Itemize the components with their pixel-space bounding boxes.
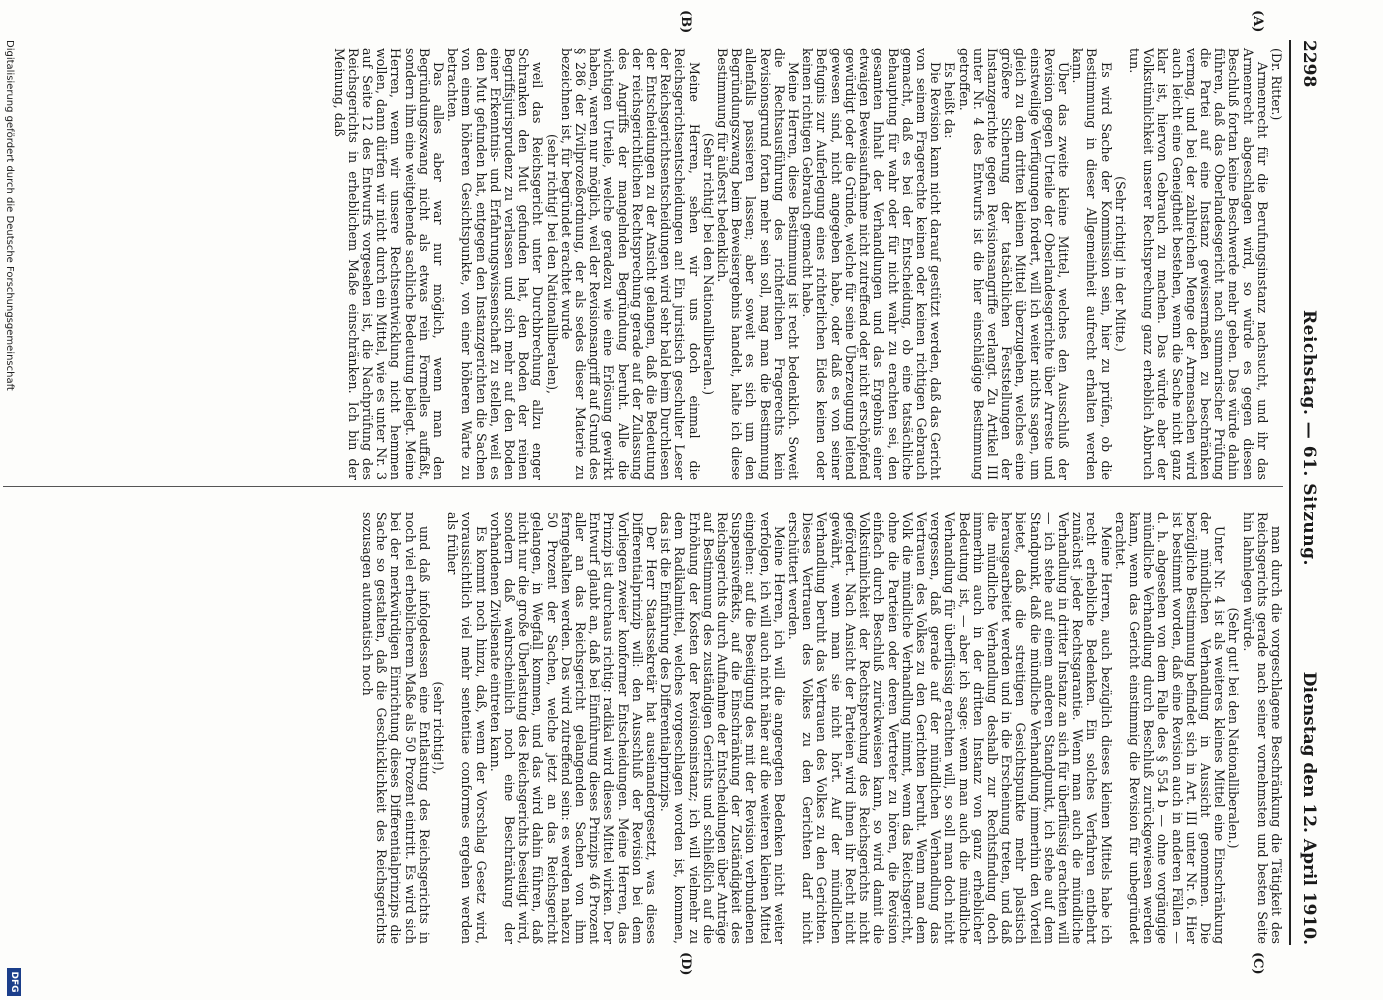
column-divider: [3, 486, 1283, 487]
interjection: (Sehr richtig! bei den Nationalliberalen.): [700, 132, 716, 396]
paragraph: Das alles aber war nur möglich, wenn man den Begründungszwang nicht als etwas rein Formelles auffaßt, sondern ihm eine weitgehende sachliche Bedeutung beilegt. Meine Herren, wenn wir unsere Rechtsentwicklung nicht hemmen wollen, dann dürfen wir nicht durch ein Mittel, wie es unter Nr. 3 auf Seite 12 des Entwurfs vorgesehen ist, die Nachprüfung des Reichsgerichts in erheblichem Maße einschränken. Ich bin der Meinung, daß: [331, 48, 447, 480]
paragraph: und daß infolgedessen eine Entlastung des Reichsgerichts in noch viel erheblicherem Maße als 50 Prozent eintritt. Es wird sich bei der merkwürdigen Einrichtung dieses Differentialprinzips die Sache so gestalten, daß die Geschicklichkeit des Reichsgerichts sozusagen automatisch noch: [360, 512, 432, 944]
right-text-column: [360, 512, 1283, 944]
margin-marker-b: (B): [678, 10, 693, 34]
paragraph: Unter Nr. 4 ist als weiteres kleines Mittel eine Einschränkung der mündlichen Verhandlung in Aussicht genommen. Die bezügliche Bestimmung befindet sich in Art. III unter Nr. 6. Hier ist bestimmt worden, daß eine Revision auch in anderen Fällen — d. h. abgesehen von dem Falle des § 554 b — ohne vorgängige mündliche Verhandlung durch Beschluß zurückgewiesen werden kann, wenn das Gericht einstimmig die Revision für unbegründet erachtet.: [1112, 512, 1228, 944]
margin-marker-c: (C): [1250, 952, 1265, 975]
paragraph: Der Herr Staatssekretär hat auseinandergesetzt, was dieses Differentialprinzip will: den Ausschluß der Revision bei dem Vorliegen zweier konformer Entscheidungen. Meine Herren, das Prinzip ist durchaus richtig: radikal wird dieses Mittel wirken. Der Entwurf glaubt an, daß bei Einführung dieses Prinzips 46 Prozent aller an das Reichsgericht gelangenden Sachen von ihm ferngehalten werden. Das wird zutreffend sein: es werden nahezu 50 Prozent der Sachen, welche jetzt an das Reichsgericht gelangen, in Wegfall kommen, und das wird dahin führen, daß nicht nur die große Überlastung des Reichsgerichts beseitigt wird, sondern daß wahrscheinlich noch eine Beschränkung der vorhandenen Zivilsenate eintreten kann.: [487, 512, 660, 944]
paragraph: man durch die vorgeschlagene Beschränkung die Tätigkeit des Reichsgerichts gerade nach seiner vornehmsten und besten Seite hin lahmlegen würde.: [1240, 512, 1284, 944]
dfg-logo: DFG: [7, 968, 21, 996]
paragraph: Es kommt noch hinzu, daß, wenn der Vorschlag Gesetz wird, voraussichtlich viel mehr sententiae conformes ergehen werden als früher: [445, 512, 489, 944]
paragraph: Meine Herren, auch bezüglich dieses kleinen Mittels habe ich recht erhebliche Bedenken. Ein solches Verfahren entbehrt zunächst jeder Rechtsgarantie. Wenn man auch die mündliche Verhandlung in dritter Instanz an sich für überflüssig erachten will — ich stehe auf einem anderen Standpunkt, ich stehe auf dem Standpunkt, daß die mündliche Verhandlung immerhin den Vorteil bietet, daß die streitigen Gesichtspunkte mehr plastisch herausgearbeitet werden und in die Erscheinung treten, und daß die mündliche Verhandlung deshalb zur Rechtsfindung doch immerhin auch in der dritten Instanz von ganz erheblicher Bedeutung ist, — aber ich sage: wenn man auch die mündliche Verhandlung für überflüssig erachten will, so soll man doch nicht vergessen, daß gerade auf der mündlichen Verhandlung das Vertrauen des Volkes zu den Gerichten beruht. Wenn man dem Volk die mündliche Verhandlung nimmt, wenn das Reichsgericht, ohne die Parteien oder deren Vertreter zu hören, die Revision einfach durch Beschluß zurückweisen kann, so wird damit die Volkstümlichkeit der Rechtsprechung des Reichsgerichts nicht gefördert. Nach Ansicht der Parteien wird ihnen ihr Recht nicht gewährt, wenn man sie nicht hört. Auf der mündlichen Verhandlung beruht das Vertrauen des Volkes zu den Gerichten. Dieses Vertrauen des Volkes zu den Gerichten darf nicht erschüttert werden.: [786, 512, 1114, 944]
session-title: Reichstag. — 61. Sitzung.: [1299, 310, 1319, 566]
paragraph: Über das zweite kleine Mittel, welches den Ausschluß der Revision gegen Urteile der Oberlandesgerichte über Arreste und einstweilige Verfügungen fordert, will ich weiter nichts sagen, um gleich zu dem dritten kleinen Mittel überzugehen, welches eine größere Sicherung der tatsächlichen Feststellungen der Instanzgerichte gegen Revisionsangriffe verlangt. Zu Artikel III unter Nr. 4 des Entwurfs ist die hier einschlägige Bestimmung getroffen.: [956, 48, 1071, 480]
paragraph: Meine Herren, sehen wir uns doch einmal die Reichsgerichtsentscheidungen an! Ein juristisch geschulter Leser der Reichsgerichtsentscheidungen wird sehr bald beim Durchlesen der Entscheidungen zu der Ansicht gelangen, daß die Bedeutung der reichsgerichtlichen Rechtsprechung gerade auf der Zulassung des Angriffs der mangelnden Begründung beruht. Alle die wichtigen Urteile, welche geradezu wie eine Erlösung gewirkt haben, waren nur möglich, weil der Revisionsangriff auf Grund des § 286 der Zivilprozeßordnung, der als sedes dieser Materie zu bezeichnen ist, für begründet erachtet wurde: [558, 48, 702, 480]
paragraph: Die Revision kann nicht darauf gestützt werden, daß das Gericht von seinem Fragerechte keinen oder keinen richtigen Gebrauch gemacht, daß es bei der Entscheidung, ob eine tatsächliche Behauptung für wahr oder für nicht wahr zu erachten sei, den gesamten Inhalt der Verhandlungen und das Ergebnis einer etwaigen Beweisaufnahme nicht zutreffend oder nicht erschöpfend gewürdigt oder die Gründe, welche für seine Überzeugung leitend gewesen sind, nicht angegeben habe, oder daß es von seiner Befugnis zur Auferlegung eines richterlichen Eides keinen oder keinen richtigen Gebrauch gemacht habe.: [800, 48, 944, 480]
interjection: (Sehr richtig! in der Mitte.): [1112, 176, 1128, 352]
speaker-name: (Dr. Ritter.): [1269, 48, 1284, 121]
paragraph: weil das Reichsgericht unter Durchbrechung allzu enger Schranken den Mut gefunden hat, den Boden der reinen Begriffsjurisprudenz zu verlassen und sich mehr auf den Boden einer Erkenntnis- und Erfahrungswissenschaft zu stellen, weil es den Mut gefunden hat, entgegen den Instanzgerichten die Sachen von einem höheren Gesichtspunkte, von einer höheren Warte zu betrachten.: [445, 48, 546, 480]
interjection: (sehr richtig!),: [431, 681, 447, 775]
digitization-credit: Digitalisierung gefördert durch die Deutsche Forschungsgemeinschaft: [4, 40, 15, 391]
header-rule: [1289, 40, 1291, 945]
paragraph: Armenrecht für die Berufungsinstanz nachsucht, und ihr das Armenrecht abgeschlagen wird, so würde es gegen diesen Beschluß fortan keine Beschwerde mehr geben. Das würde dahin führen, daß das Oberlandesgericht nach summarischer Prüfung die Partei auf eine Instanz gewissermaßen zu beschränken vermag, und bei der zahlreichen Menge der Armensachen wird auch leicht eine Geneigtheit bestehen, wenn die Sache nicht ganz klar ist, hiervon Gebrauch zu machen. Das würde aber der Volkstümlichkeit unserer Rechtsprechung ganz erheblich Abbruch tun.: [1126, 48, 1270, 480]
interjection: (Sehr gut! bei den Nationalliberalen.): [1226, 607, 1242, 849]
page-header: [1291, 40, 1321, 945]
paragraph: Es heißt da:: [942, 62, 958, 139]
interjection: (sehr richtig! bei den Nationalliberalen),: [544, 133, 560, 395]
left-text-column: [331, 48, 1283, 480]
session-date: Dienstag den 12. April 1910.: [1299, 671, 1319, 945]
paragraph: Meine Herren, diese Bestimmung ist recht bedenklich. Soweit die Rechtsausführung des richterlichen Fragerechts kein Revisionsgrund fortan mehr sein soll, mag man die Bestimmung allenfalls passieren lassen; aber soweit es sich um den Begründungszwang beim Beweisergebnis handelt, halte ich diese Bestimmung für äußerst bedenklich.: [715, 48, 802, 480]
margin-marker-d: (D): [678, 952, 693, 976]
margin-marker-a: (A): [1250, 10, 1265, 33]
page-number: 2298: [1299, 40, 1319, 88]
paragraph: Meine Herren, ich will die angeregten Bedenken nicht weiter verfolgen, ich will auch nicht näher auf die weiteren kleinen Mittel eingehen: auf die Beseitigung des mit der Revision verbundenen Suspensiveffekts, auf die Einschränkung der Zuständigkeit des Reichsgerichts durch Aufnahme der Entscheidungen über Anträge auf Bestimmung des zuständigen Gerichts und schließlich auf die Erhöhung der Kosten der Revisionsinstanz; ich will vielmehr zu dem Radikalmittel, welches vorgeschlagen worden ist, kommen, das ist die Einführung des Differentialprinzips.: [658, 512, 787, 944]
paragraph: Es wird Sache der Kommission sein, hier zu prüfen, ob die Bestimmung in dieser Allgemeinheit aufrecht erhalten werden kann.: [1070, 48, 1114, 480]
